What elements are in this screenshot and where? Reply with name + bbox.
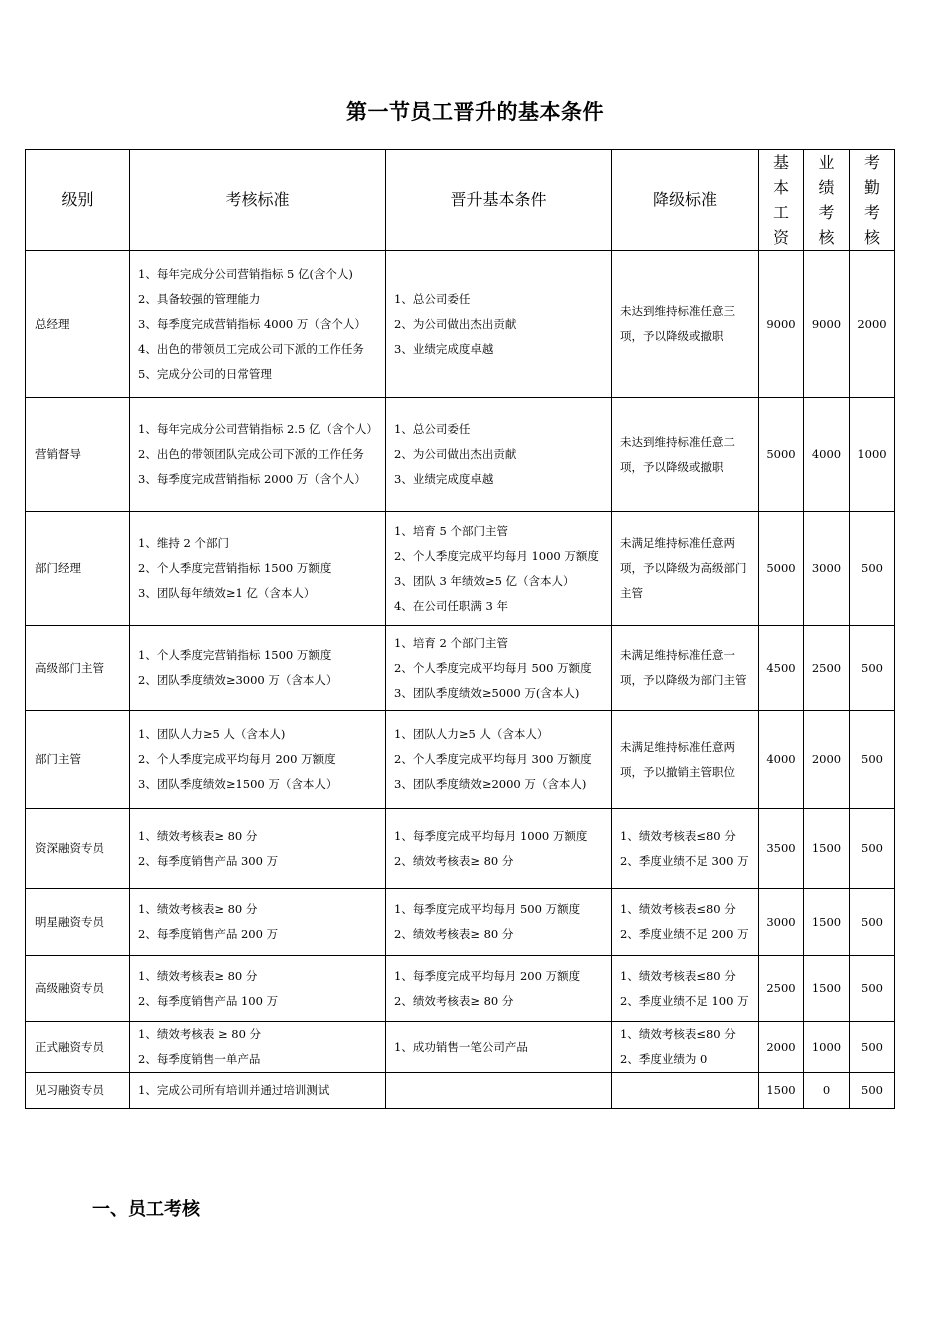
header-conditions: 晋升基本条件 [386, 150, 612, 251]
conditions-cell [386, 512, 612, 626]
page-title: 第一节员工晋升的基本条件 [346, 99, 604, 124]
conditions-cell [386, 889, 612, 956]
criteria-line: 2、每季度销售产品 300 万 [138, 853, 279, 868]
perf-cell: 1500 [804, 956, 850, 1022]
conditions-line: 2、为公司做出杰出贡献 [394, 316, 517, 331]
conditions-cell [386, 809, 612, 889]
conditions-line: 3、业绩完成度卓越 [394, 472, 494, 486]
demotion-cell [612, 956, 759, 1022]
perf-cell: 2000 [804, 711, 850, 809]
criteria-line: 3、每季度完成营销指标 4000 万（含个人） [138, 316, 366, 331]
demotion-cell [612, 711, 759, 809]
demotion-line: 未满足维持标准任意一项，予以降级为部门主管 [620, 648, 747, 687]
conditions-cell [386, 1022, 612, 1073]
table-row [26, 398, 895, 512]
criteria-cell [130, 1022, 386, 1073]
level-cell: 高级部门主管 [26, 626, 130, 711]
attend-cell: 2000 [850, 251, 895, 398]
demotion-line: 1、绩效考核表≤80 分 [620, 1027, 736, 1041]
header-attendance: 考 勤 考 核 [850, 150, 895, 251]
base-cell: 4500 [759, 626, 804, 711]
attend-cell: 500 [850, 626, 895, 711]
demotion-line: 未达到维持标准任意二项，予以降级或撤职 [620, 434, 735, 474]
criteria-cell [130, 251, 386, 398]
conditions-line: 1、团队人力≥5 人（含本人） [394, 727, 549, 741]
conditions-line: 2、个人季度完成平均每月 300 万额度 [394, 752, 592, 766]
header-level: 级别 [26, 150, 130, 251]
table-row [26, 809, 895, 889]
promotion-table [25, 149, 895, 1109]
criteria-line: 1、团队人力≥5 人（含本人) [138, 727, 286, 741]
perf-cell: 2500 [804, 626, 850, 711]
criteria-cell [130, 956, 386, 1022]
criteria-cell [130, 512, 386, 626]
demotion-line: 未满足维持标准任意两项，予以撤销主管职位 [620, 739, 735, 779]
conditions-cell [386, 711, 612, 809]
conditions-line: 1、每季度完成平均每月 200 万额度 [394, 968, 581, 983]
criteria-line: 3、团队季度绩效≥1500 万（含本人） [138, 777, 338, 791]
conditions-line: 2、个人季度完成平均每月 500 万额度 [394, 660, 592, 675]
criteria-cell [130, 398, 386, 512]
level-cell: 高级融资专员 [26, 956, 130, 1022]
conditions-line: 1、总公司委任 [394, 422, 471, 436]
criteria-line: 1、每年完成分公司营销指标 5 亿(含个人) [138, 266, 353, 281]
level-cell: 见习融资专员 [26, 1073, 130, 1109]
criteria-line: 2、每季度销售产品 200 万 [138, 927, 279, 941]
criteria-line: 1、每年完成分公司营销指标 2.5 亿（含个人） [138, 422, 378, 436]
demotion-cell [612, 398, 759, 512]
conditions-cell [386, 398, 612, 512]
level-cell: 正式融资专员 [26, 1022, 130, 1073]
criteria-line: 2、每季度销售一单产品 [138, 1052, 261, 1066]
criteria-line: 5、完成分公司的日常管理 [138, 366, 272, 381]
demotion-line: 未达到维持标准任意三项，予以降级或撤职 [620, 304, 735, 343]
conditions-line: 1、每季度完成平均每月 1000 万额度 [394, 828, 588, 843]
header-performance: 业 绩 考 核 [804, 150, 850, 251]
criteria-line: 1、绩效考核表≥ 80 分 [138, 968, 258, 983]
section-heading: 一、员工考核 [92, 1199, 200, 1220]
table-row [26, 956, 895, 1022]
base-cell: 3500 [759, 809, 804, 889]
criteria-line: 2、个人季度完营销指标 1500 万额度 [138, 561, 332, 575]
criteria-line: 2、个人季度完成平均每月 200 万额度 [138, 752, 336, 766]
table-row [26, 1022, 895, 1073]
table-row [26, 1073, 895, 1109]
level-cell: 总经理 [26, 251, 130, 398]
base-cell: 5000 [759, 398, 804, 512]
conditions-line: 3、业绩完成度卓越 [394, 341, 494, 356]
conditions-line: 3、团队季度绩效≥2000 万（含本人) [394, 777, 587, 791]
demotion-cell [612, 809, 759, 889]
demotion-line: 1、绩效考核表≤80 分 [620, 902, 736, 916]
base-cell: 2000 [759, 1022, 804, 1073]
criteria-cell [130, 626, 386, 711]
criteria-line: 1、完成公司所有培训并通过培训测试 [138, 1083, 330, 1097]
attend-cell: 500 [850, 889, 895, 956]
perf-cell: 1500 [804, 809, 850, 889]
demotion-line: 2、季度业绩不足 300 万 [620, 853, 749, 868]
criteria-line: 2、出色的带领团队完成公司下派的工作任务 [138, 447, 364, 461]
table-body [26, 251, 895, 1109]
criteria-line: 1、绩效考核表 ≥ 80 分 [138, 1027, 262, 1041]
demotion-cell [612, 251, 759, 398]
criteria-cell [130, 809, 386, 889]
level-cell: 部门经理 [26, 512, 130, 626]
perf-cell: 0 [804, 1073, 850, 1109]
criteria-line: 3、团队每年绩效≥1 亿（含本人） [138, 586, 316, 600]
criteria-line: 1、个人季度完营销指标 1500 万额度 [138, 648, 332, 662]
perf-cell: 1500 [804, 889, 850, 956]
demotion-line: 1、绩效考核表≤80 分 [620, 968, 736, 983]
conditions-line: 2、绩效考核表≥ 80 分 [394, 853, 514, 868]
perf-cell: 9000 [804, 251, 850, 398]
criteria-cell [130, 1073, 386, 1109]
criteria-line: 1、维持 2 个部门 [138, 536, 229, 550]
base-cell: 1500 [759, 1073, 804, 1109]
criteria-line: 1、绩效考核表≥ 80 分 [138, 828, 258, 843]
demotion-cell [612, 512, 759, 626]
demotion-cell [612, 1022, 759, 1073]
demotion-line: 1、绩效考核表≤80 分 [620, 828, 736, 843]
attend-cell: 500 [850, 711, 895, 809]
perf-cell: 1000 [804, 1022, 850, 1073]
conditions-line: 4、在公司任职满 3 年 [394, 598, 508, 613]
table-row [26, 512, 895, 626]
table-row [26, 626, 895, 711]
conditions-line: 3、团队 3 年绩效≥5 亿（含本人） [394, 573, 575, 588]
attend-cell: 500 [850, 809, 895, 889]
attend-cell: 500 [850, 1022, 895, 1073]
demotion-line: 未满足维持标准任意两项，予以降级为高级部门主管 [620, 536, 747, 600]
criteria-line: 1、绩效考核表≥ 80 分 [138, 902, 258, 916]
conditions-line: 1、培育 2 个部门主管 [394, 635, 508, 650]
conditions-line: 1、总公司委任 [394, 291, 471, 306]
level-cell: 资深融资专员 [26, 809, 130, 889]
demotion-line: 2、季度业绩为 0 [620, 1052, 708, 1066]
attend-cell: 500 [850, 1073, 895, 1109]
conditions-cell [386, 251, 612, 398]
conditions-cell [386, 626, 612, 711]
conditions-line: 2、个人季度完成平均每月 1000 万额度 [394, 548, 599, 563]
criteria-line: 2、每季度销售产品 100 万 [138, 993, 279, 1008]
conditions-line: 1、成功销售一笔公司产品 [394, 1039, 528, 1054]
table-header-row [26, 150, 895, 251]
table-row [26, 711, 895, 809]
base-cell: 2500 [759, 956, 804, 1022]
perf-cell: 4000 [804, 398, 850, 512]
attend-cell: 500 [850, 512, 895, 626]
conditions-line: 2、绩效考核表≥ 80 分 [394, 927, 514, 941]
level-cell: 部门主管 [26, 711, 130, 809]
base-cell: 3000 [759, 889, 804, 956]
criteria-cell [130, 711, 386, 809]
criteria-line: 4、出色的带领员工完成公司下派的工作任务 [138, 341, 364, 356]
conditions-line: 1、每季度完成平均每月 500 万额度 [394, 902, 581, 916]
demotion-cell [612, 626, 759, 711]
attend-cell: 1000 [850, 398, 895, 512]
demotion-line: 2、季度业绩不足 200 万 [620, 927, 749, 941]
conditions-line: 3、团队季度绩效≥5000 万(含本人) [394, 685, 580, 700]
attend-cell: 500 [850, 956, 895, 1022]
base-cell: 4000 [759, 711, 804, 809]
table-row [26, 889, 895, 956]
demotion-cell [612, 889, 759, 956]
table-row [26, 251, 895, 398]
base-cell: 9000 [759, 251, 804, 398]
criteria-line: 3、每季度完成营销指标 2000 万（含个人） [138, 472, 366, 486]
conditions-line: 1、培育 5 个部门主管 [394, 523, 508, 538]
criteria-line: 2、具备较强的管理能力 [138, 291, 261, 306]
conditions-cell [386, 1073, 612, 1109]
demotion-line: 2、季度业绩不足 100 万 [620, 993, 749, 1008]
header-base-salary: 基 本 工 资 [759, 150, 804, 251]
conditions-cell [386, 956, 612, 1022]
demotion-cell [612, 1073, 759, 1109]
criteria-cell [130, 889, 386, 956]
header-demotion: 降级标准 [612, 150, 759, 251]
perf-cell: 3000 [804, 512, 850, 626]
base-cell: 5000 [759, 512, 804, 626]
conditions-line: 2、为公司做出杰出贡献 [394, 447, 517, 461]
level-cell: 营销督导 [26, 398, 130, 512]
header-criteria: 考核标准 [130, 150, 386, 251]
level-cell: 明星融资专员 [26, 889, 130, 956]
conditions-line: 2、绩效考核表≥ 80 分 [394, 993, 514, 1008]
criteria-line: 2、团队季度绩效≥3000 万（含本人） [138, 673, 338, 687]
